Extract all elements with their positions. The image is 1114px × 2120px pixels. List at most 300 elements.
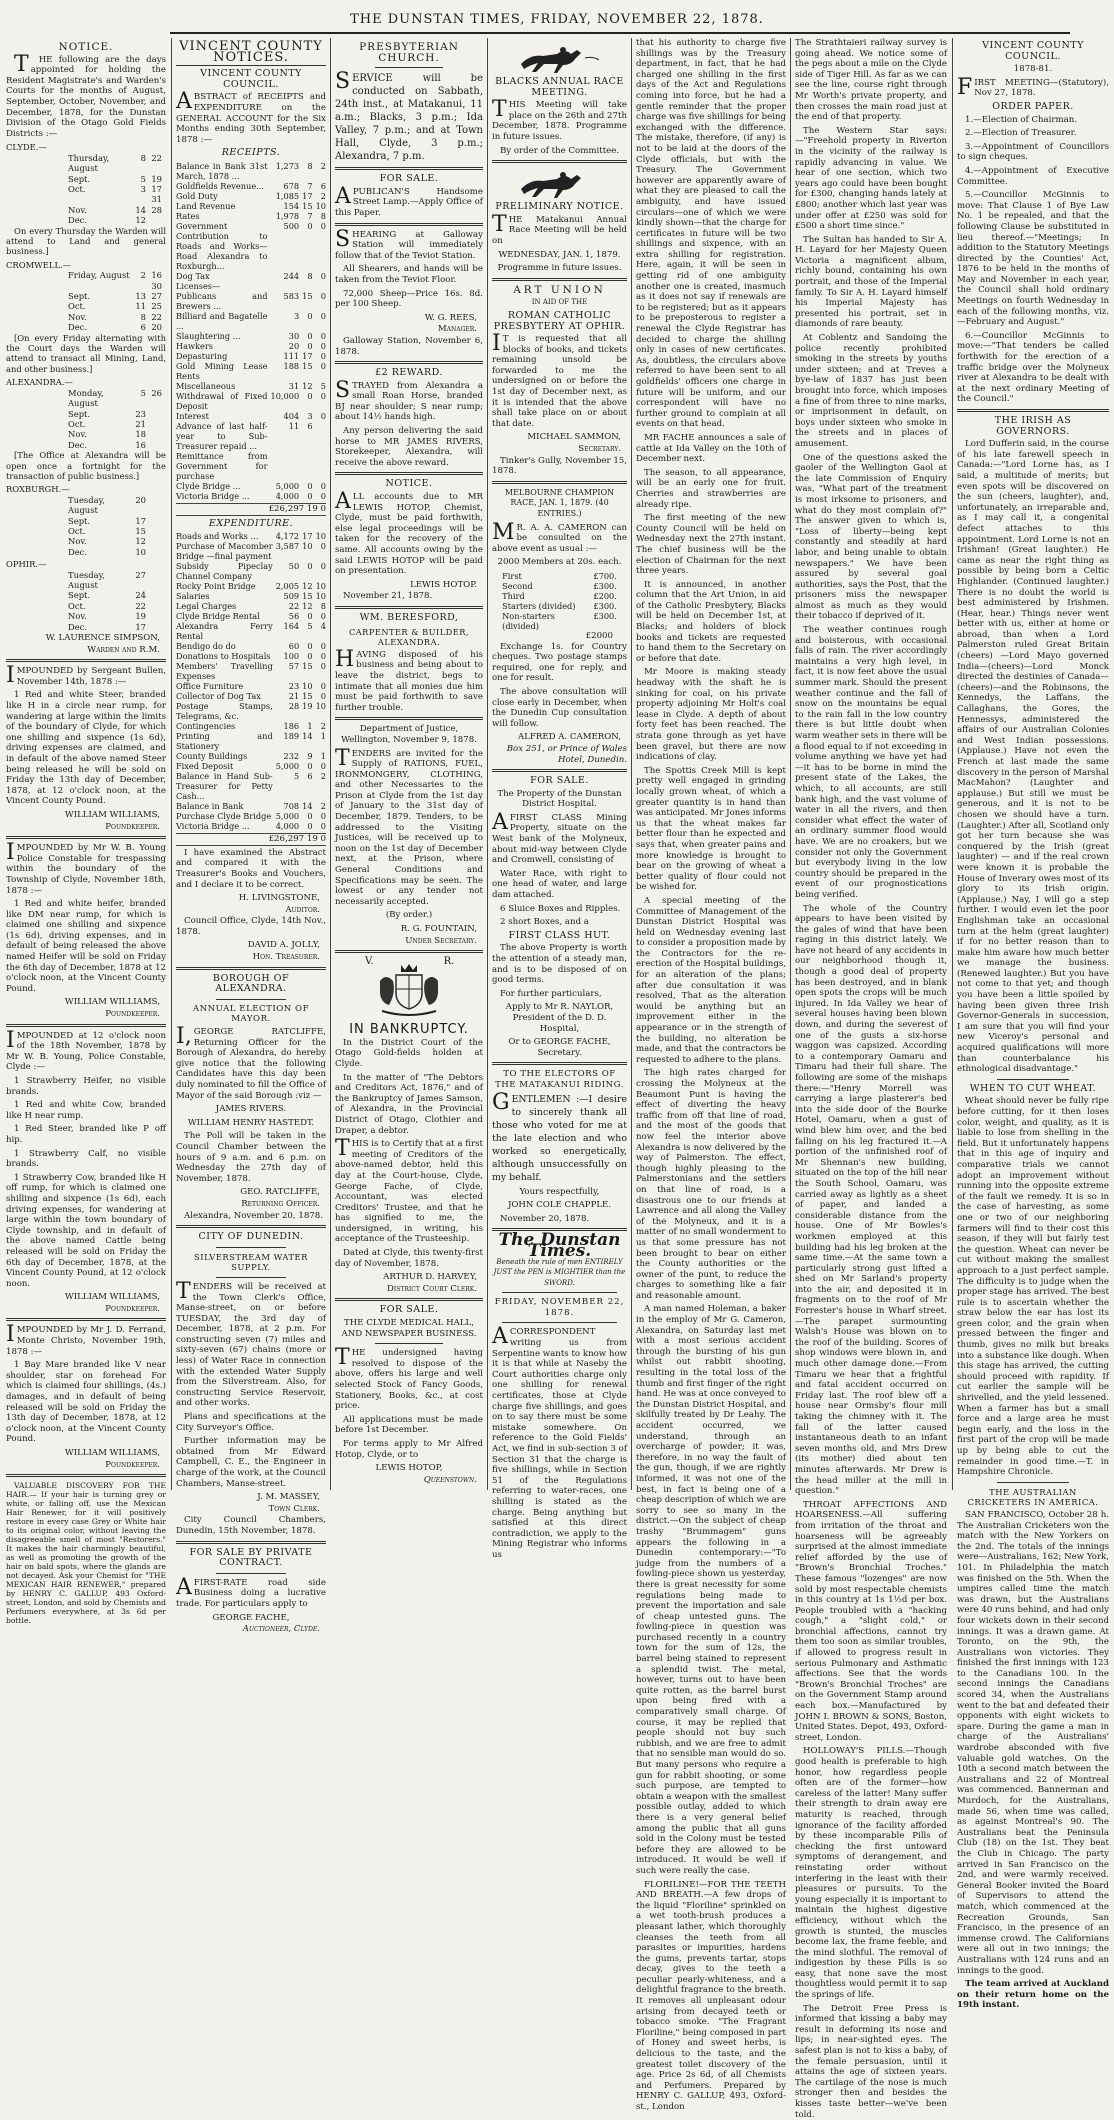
divider (335, 717, 483, 720)
champion-race-heading: MELBOURNE CHAMPION RACE, JAN. 1, 1879. (40 ENTRIES.) (504, 487, 615, 518)
table-row (176, 811, 326, 821)
poundkeeper-title: Poundkeeper. (105, 1009, 160, 1020)
art-union-heading: ART UNION (513, 283, 606, 296)
cricketers-heading: THE AUSTRALIAN CRICKETERS IN AMERICA. (967, 1486, 1099, 1508)
poundkeeper-title: Poundkeeper. (105, 1303, 160, 1314)
table-cell: 17 (302, 190, 313, 201)
schedule-cell: 11 (135, 301, 146, 312)
table-cell: 20 (288, 340, 300, 351)
table-row (176, 351, 326, 361)
news-item: The weather continues rough and boisterous, with occasional falls of rain. The river accordingly maintains a very high level, in fact, it is now feet above the usual summer mark. Should the present weather continue and the fall of snow on the mountains be equal to the rain fall in the low country there is but little doubt when warm weather sets in there will be a flood equal to if not exceeding in volume anything we have yet had—it has to be borne in mind the present state of the Lakes, the which, to all accounts, are still bank high, and the vast volume of water in all the rivers, and then consider what effect the water of an ordinary summer flood would have. We are no croakers, but we consider not only the Government but everybody living in the low country should be prepared in the event of our prognostications being verified. (795, 625, 947, 900)
table-cell: Billiard and Bagatelle ... (176, 310, 268, 331)
table-cell: Remittance from Government for purchase (176, 450, 268, 481)
schedule-row (6, 205, 166, 215)
table-cell: Clyde Bridge Rental (176, 611, 260, 622)
table-row (176, 361, 326, 381)
table-cell: 0 (320, 611, 326, 622)
manager-title: Manager. (437, 324, 477, 335)
medical-hall-body: THE undersigned having resolved to dispose of the above, offers his large and well selected Stock of Fancy Goods, Stationery, Books, &c., at cost price. (335, 1345, 483, 1412)
schedule-row (6, 312, 166, 322)
table-cell: Third (502, 590, 525, 601)
divider (375, 1343, 443, 1344)
divider (997, 1079, 1069, 1080)
schedule-cell: Oct. (68, 600, 86, 611)
table-cell: 12 (302, 380, 313, 391)
tenders-info: Further information may be obtained from Mr Edward Campbell, C. E., the Engineer in charge of the work, at the Council Chambers, Manse-street. (176, 1436, 326, 1489)
schedule-cell (146, 536, 162, 546)
table-row (502, 601, 617, 611)
divider (335, 950, 483, 953)
cut-wheat-heading: WHEN TO CUT WHEAT. (969, 1082, 1097, 1094)
impound-notice-3-items (6, 1076, 166, 1289)
table-cell: Advance of last half-year to Sub-Treasurer repaid ... (176, 420, 268, 451)
table-cell: 5,000 (275, 480, 300, 491)
schedule-cell: 22 (135, 600, 146, 611)
service-notice: SERVICE will be conducted on Sabbath, 24th inst., at Matakanui, 11 a.m.; Blacks, 3 p.m.; Ida Valley, 7 p.m.; and at Town Hall, Clyde, 3 p.m.; Alexandra, 7 p.m. (335, 69, 483, 163)
schedule-row (6, 270, 166, 291)
reward-heading: £2 REWARD. (375, 367, 443, 379)
schedule-cell: 5 (140, 173, 146, 184)
tenders-body: TENDERS will be received at the Town Clerk's Office, Manse-street, on or before TUESDAY, the 3rd day of December, 1878, at 2 p.m. For constructing seven (7) miles and sixty-seven (67) chains (more or less) of Water Race in connection with the extended Water Supply from the Silverstream. Also, for constructing Service Reservoir, and other works. (176, 1278, 326, 1409)
expenditure-total: £26,297 19 0 (176, 833, 326, 846)
divider (492, 160, 627, 163)
cricketers-return: The team arrived at Auckland on their return home on the 19th instant. (957, 1979, 1109, 2011)
table-cell (313, 451, 326, 481)
table-row (176, 651, 326, 661)
divider (492, 278, 627, 281)
schedule-cell: Nov. (68, 204, 87, 215)
table-cell: 30 (288, 330, 300, 341)
table-cell: 10 (315, 701, 326, 712)
hotop-accounts-notice: ALL accounts due to MR LEWIS HOTOP, Chemist, Clyde, must be paid forthwith, else legal proceedings will be taken for the recovery of the same. All accounts owing by the said LEWIS HOTOP will be paid on presentation. (335, 489, 483, 577)
audit-statement: I have examined the Abstract and compared it with the Treasurer's Books and Vouchers, and I declare it to be correct. (176, 847, 326, 890)
divider (216, 1247, 286, 1248)
table-row (176, 701, 326, 721)
table-cell: 28 (288, 701, 300, 712)
table-cell: 0 (307, 220, 313, 231)
racehorse-icon (515, 44, 605, 74)
table-cell: 10 (315, 581, 326, 592)
table-cell: 23 (288, 681, 300, 692)
table-cell: 111 (283, 350, 300, 361)
header-rule (170, 32, 1070, 34)
blacks-race-body: THIS Meeting will take place on the 26th and 27th December, 1878. Programme in future issues. (492, 97, 627, 142)
schedule-cell: 22 (151, 311, 162, 322)
table-cell (268, 281, 300, 291)
for-sale-heading-2: FOR SALE. (379, 1304, 439, 1316)
schedule-cell: 3 (140, 183, 146, 194)
receipts-heading: RECEIPTS. (221, 147, 281, 159)
auctioneer-name: GEORGE FACHE, (212, 1612, 290, 1623)
table-cell: Dog Tax (176, 270, 210, 281)
table-row (176, 601, 326, 611)
table-cell: Depasturing (176, 350, 228, 361)
table-cell: 583 (283, 290, 300, 301)
yours-respectfully: Yours respectfully, (519, 1186, 600, 1197)
candidate-name: JAMES RIVERS. (215, 1104, 287, 1115)
table-cell: Subsidy Pipeclay Channel Company (176, 561, 273, 582)
impound-notice-2: IMPOUNDED by Mr W. B. Young Police Constable for trespassing within the boundary of the Township of Clyde, November 18th, 1878 :— (6, 840, 166, 896)
hospital-property: The Property of the Dunstan District Hospital. (497, 788, 622, 810)
column-7 (957, 38, 1109, 2011)
mining-property-items (492, 869, 627, 928)
list-item: 1.—Election of Chairman. (965, 114, 1078, 125)
auctioneer-title: Auctioneer, Clyde. (242, 1624, 320, 1635)
poundkeeper-name: WILLIAM WILLIAMS, (64, 1292, 160, 1303)
schedule-cell (146, 547, 162, 557)
table-cell: 57 (288, 661, 300, 672)
schedule-cell: 5 (140, 387, 146, 398)
table-row (176, 611, 326, 621)
divider (375, 67, 443, 68)
table-cell: Land Revenue (176, 200, 236, 211)
table-cell: 0 (320, 651, 326, 662)
table-cell: Gold Mining Lease Rents (176, 360, 268, 381)
schedule-row (6, 429, 166, 439)
secretary-name: MICHAEL SAMMON, (527, 432, 621, 443)
impound-notice-2-body: 1 Red and white heifer, branded like DM near rump, for which is claimed one shilling and sixpence (1s 6d), driving expenses, and in default of being released the above named Heifer will be sold on Friday the 6th day of December, 1878 at 12 o'clock noon, at the Vincent County Pound. (6, 899, 166, 994)
table-row (176, 181, 326, 191)
private-sale-heading: FOR SALE BY PRIVATE CONTRACT. (189, 1546, 313, 1569)
for-sale-heading: FOR SALE. (379, 173, 439, 185)
secretary-title: Secretary. (578, 444, 621, 455)
table-cell: Alexandra Ferry Rental (176, 621, 273, 642)
list-item: 6 Sluice Boxes and Ripples. (500, 903, 621, 914)
table-cell: 0 (307, 390, 313, 401)
table-cell: 10,000 (270, 390, 300, 401)
list-item: 1 Strawberry Heifer, no visible brands. (6, 1076, 166, 1097)
table-row (176, 621, 326, 641)
table-cell: 2 (320, 160, 326, 171)
news-item: It is announced, in another column that the Art Union, in aid of the Catholic Presbytery, Blacks will be held on December 1st, at Blacks; and holders of block books and tickets are requested to hand them to the Secretary on or before that date. (636, 579, 786, 664)
schedule-cell: Oct. (68, 525, 86, 536)
table-cell: 0 (320, 310, 326, 321)
strayed-horse-reward: Any person delivering the said horse to MR JAMES RIVERS, Storekeeper, Alexandra, will receive the above reward. (335, 426, 483, 468)
schedule-cell: 25 (151, 301, 162, 312)
news-item: The season, to all appearance, will be an early one for fruit. Cherries and strawberries are already ripe. (636, 467, 786, 510)
divider (176, 1541, 326, 1544)
divider (335, 606, 483, 609)
table-cell: 0 (320, 821, 326, 832)
table-cell: 4 (320, 621, 326, 632)
election-body: I,GEORGE RATCLIFFE, Returning Officer for the Borough of Alexandra, do hereby give notice that the following Candidates have this day been duly nominated to fill the Office of Mayor of the said Borough :viz — (176, 1024, 326, 1101)
table-row (176, 451, 326, 481)
table-cell: 1,085 (275, 190, 300, 201)
expenditure-body (176, 531, 326, 831)
table-cell: 5 (307, 621, 313, 632)
justice-department-date: Department of Justice, Wellington, November 9, 1878. (341, 724, 477, 745)
table-cell: Interest (176, 410, 209, 421)
list-item: 6.—Councillor McGinnis to move:—"That tenders be called forthwith for the erection of a traffic bridge over the Molyneux river at Alexandra to be dealt with at the next ordinary Meeting of the Council." (957, 330, 1109, 405)
table-cell: 2 (320, 190, 326, 201)
table-cell: County Buildings (176, 751, 248, 762)
schedule-row (6, 547, 166, 557)
table-cell: 22 (288, 601, 300, 612)
impound-notice-3: IMPOUNDED at 12 o'clock noon of the 18th November, 1878 by Mr W. B. Young, Police Constable, Clyde :— (6, 1027, 166, 1073)
table-cell: Goldfields Revenue... (176, 180, 264, 191)
bankruptcy-body: In the matter of "The Debtors and Creditors Act, 1876," and of the Bankruptcy of James Samson, of Alexandra, in the Provincial District of Otago, Clothier and Draper, a debtor. (335, 1072, 483, 1136)
table-cell: Miscellaneous (176, 380, 236, 391)
table-row (176, 331, 326, 341)
table-cell: 0 (320, 641, 326, 652)
impound-notice-1-body: 1 Red and white Steer, branded like H in a circle near rump, for wandering at large within the limits of the boundary of Clyde, for which one shilling and sixpence (1s 6d), driving expenses are claimed, and in default of the above named Steer being released he will be sold on Friday the 13th day of December, 1878, at 12 o'clock noon, at the Vincent County Pound. (6, 690, 166, 807)
table-cell: Purchase Clyde Bridge (176, 811, 272, 822)
news-item: A man named Holeman, a baker in the employ of Mr G. Cameron, Alexandra, on Saturday last met with a most serious accident through the bursting of his gun whilst out rabbit shooting, resulting in the total loss of the thumb and first finger of the right hand. He was at once conveyed to the Dunstan District Hospital, and skilfully treated by Dr Leahy. The accident occurred, we understand, through an overcharge of powder; it was, therefore, in no way the fault of the gun, though, if we are rightly informed, it was not one of the best, in fact is being one of a cheap description of which we are sorry to see so many in the district.—On the subject of cheap trashy "Brummagem" guns appears the following in a Dunedin contemporary:—"To judge from the numbers of a fowling-piece shown us yesterday, there is great necessity for some regulations being made to prevent the importation and sale of cheap untested guns. The fowling-piece in question was purchased recently in a country town for the sum of 12s, the barrel being stained to represent a splendid twist. The metal, however, turns out to have been quite rotten, as the barrel burst upon being fired with a comparatively small charge. Of course, it may be replied that people should not buy such rubbish, and we are free to admit that no sensible man would do so. But many persons who require a gun for rabbit shooting, or some such purpose, are tempted to obtain a weapon with the smallest possible outlay, added to which there is a very general belief among the public that all guns sold in the Colony must be tested before they are allowed to be introduced. It would be well if such were really the case. (636, 1304, 786, 1876)
table-cell: 5 (293, 771, 300, 782)
column-divider (631, 38, 632, 1490)
table-cell: Rates (176, 210, 200, 221)
floriline-advert: FLORILINE!—FOR THE TEETH AND BREATH.—A few drops of the liquid "Floriline" sprinkled on a wet tooth-brush produces a pleasant lather, which thoroughly cleanses the teeth from all parasites or impurities, hardens the gums, prevents tartar, stops decay, gives to the teeth a peculiar pearly-whiteness, and a delightful fragrance to the breath. It removes all unpleasant odour arising from decayed teeth or tobacco smoke. "The Fragrant Floriline," being composed in part of Honey and sweet herbs, is delicious to the taste, and the greatest toilet discovery of the age. Price 2s 6d, of all Chemists and Perfumers. Prepared by HENRY C. GALLUP, 493, Oxford-st., London (636, 1879, 786, 2112)
table-cell: 8 (307, 160, 313, 171)
returning-officer-title: Returning Officer. (241, 1198, 320, 1209)
mining-property-body: AFIRST CLASS Mining Property, situate on the West bank of the Molyneux, about mid-way between Clyde and Cromwell, consisting of (492, 809, 627, 866)
table-cell: 21 (288, 691, 300, 702)
prize-table (502, 571, 617, 631)
table-cell: 8 (307, 270, 313, 281)
table-cell: 0 (320, 681, 326, 692)
divider (6, 659, 166, 662)
exchange-note: Exchange 1s. for Country cheques. Two postage stamps required, one for reply, and one for result. (492, 641, 627, 684)
schedule-cell: Sept. (68, 590, 91, 601)
schedule-cell: 24 (135, 590, 146, 601)
table-cell: 0 (307, 811, 313, 822)
table-row (176, 821, 326, 831)
table-cell: 678 (283, 180, 300, 191)
page-header (0, 0, 1114, 34)
queenstown-location: Queenstown. (423, 1474, 477, 1485)
column-2 (176, 38, 326, 1635)
medical-hall-terms: For terms apply to Mr Alfred Hotop, Clyde, or to (335, 1438, 483, 1460)
notice-heading: NOTICE. (385, 478, 433, 490)
table-cell (313, 421, 326, 451)
royal-cipher-v: V. (365, 956, 374, 968)
bankruptcy-heading: IN BANKRUPTCY. (349, 1022, 469, 1038)
table-cell: 15 (302, 591, 313, 602)
schedule-cell: 12 (135, 536, 146, 547)
schedule-row (6, 536, 166, 546)
news-item: The Western Star says:—"Freehold property in Riverton in the vicinity of the railway is rapidly advancing in value. We hear of one section, which two years ago could have been bought for £300, changing hands lately at £800; another which last year was under offer at £250 was sold for £500 a short time since." (795, 125, 947, 232)
table-cell: Licenses— (176, 280, 221, 291)
cricketers-body: SAN FRANCISCO, October 28 h. The Australian Cricketers won the match with the New Yorkers on the 2nd. The totals of the innings were—Australians, 162; New York, 101. In Philadelphia the match was finished on the 5th. When the umpires called time the match was drawn, but the Australians were 40 runs behind, and had only four wickets down in their second innings. It was a drawn game. At Toronto, on the 9th, the Australians won victories. They finished the first innings with 123 to the Canadians 100. In the second innings the Canadians scored 34, when the Australians went to the bat and defeated their opponents with eight wickets to spare. During the game a man in charge of the Australians' wardrobe absconded with five valuable gold watches. On the 10th a second match between the Australians and 22 of Montreal was commenced. Bannerman and Murdoch, for the Australians, made 56, when time was called, as against Montreal's 90. The Australians beat the Peninsula Club (18) on the 1st. They beat the Club in Chicago. The party arrived in San Francisco on the 2nd, and were warmly received. General Booker invited the Board of Supervisors to attend the match, which commenced at the Recreation Grounds, San Francisco, in the presence of an immense crowd. The Californians were all out in two innings; the Australians with 124 runs and an innings to the good. (957, 1509, 1109, 1976)
schedule-cell (146, 419, 162, 429)
table-row (176, 751, 326, 761)
schedule-cell: Sept. (68, 408, 91, 419)
table-cell: 10 (315, 531, 326, 542)
list-item: 5.—Councillor McGinnis to move: That Clause 1 of Bye Law No. 1 be repealed, and that the following Clause be substituted in lieu thereof.—"Meetings; In addition to the Statutory Meetings directed by the Counties' Act, 1876 to be held in the months of May and November in each year, the Council shall hold ordinary Meetings on fourth Wednesday in each of the following months, viz.—February and August." (957, 190, 1109, 328)
schedule-place-alexandra: ALEXANDRA.— (6, 377, 73, 388)
table-cell: 15 (302, 200, 313, 211)
table-row (176, 481, 326, 491)
galloway-date: Galloway Station, November 6, 1878. (335, 335, 483, 357)
schedule-cell: 16 30 (151, 270, 162, 291)
private-sale-body: AFIRST-RATE road side Business doing a lucrative trade. For particulars apply to (176, 1574, 326, 1609)
table-row (176, 731, 326, 751)
schedule-cell: 8 (140, 152, 146, 163)
order-paper-items (957, 115, 1109, 405)
schedule-row (6, 174, 166, 184)
table-row (176, 691, 326, 701)
column-divider (171, 38, 172, 1490)
table-cell: 404 (283, 410, 300, 421)
table-cell: 60 (288, 641, 300, 652)
table-cell: £300. (593, 600, 617, 611)
news-item: The high rates charged for crossing the Molyneux at the Beaumont Punt is having the effect of diverting the heavy traffic from off that line of road, and the most of the goods that now feel the interior above Alexandra is now delivered by the way of Palmerston. The effect, though highly pleasing to the Palmerstonians and the settlers on that line of road, is a disastrous one to our friends at Lawrence and all along the Valley of the Molyneux, and it is a matter of no small wonderment to us that some pressure has not been brought to bear on either the County authorities or the owner of the punt, to reduce the charges to something like a fair and reasonable amount. (636, 1068, 786, 1301)
table-cell: 0 (320, 270, 326, 281)
table-row (176, 211, 326, 221)
table-cell: 0 (320, 761, 326, 772)
table-cell: Salaries (176, 591, 210, 602)
certificate-date: Dated at Clyde, this twenty-first day of November, 1878. (335, 1248, 483, 1269)
table-cell (268, 451, 300, 481)
cromwell-rows (6, 270, 166, 332)
table-cell: 0 (307, 651, 313, 662)
table-cell: 3 (307, 410, 313, 421)
blacks-race-heading: BLACKS ANNUAL RACE MEETING. (495, 76, 624, 98)
alexandra-date: Alexandra, November 20, 1878. (184, 1210, 323, 1221)
table-cell: Balance in Hand Sub-Treasurer for Petty Cash... (176, 771, 273, 802)
table-cell: 0 (307, 821, 313, 832)
schedule-cell: Nov. (68, 536, 87, 547)
table-cell: 5,000 (275, 761, 300, 772)
bankruptcy-court: In the District Court of the Otago Gold-fields holden at Clyde. (335, 1037, 483, 1069)
editorial-text: ACORRESPONDENT writing us from Serpentine wants to know how it is that while at Naseby the Court authorities charge only one shilling for renewal certificates, those at Clyde charge five shillings, and goes on to say there must be some mistake somewhere. On reference to the Gold Fields' Act, we find in sub-section 3 of Section 31 that the charge is five shillings, while in Section 51 of the Regulations referring to water-races, one shilling is stated as the charge. Being anything but satisfied at this direct contradiction, we apply to the Mining Registrar who informs us (492, 1324, 627, 1560)
schedule-place-cromwell: CROMWELL.— (6, 259, 72, 270)
apply-fache: Or to GEORGE FACHE, Secretary. (508, 1037, 611, 1058)
cut-wheat-body: Wheat should never be fully ripe before cutting, for it then loses color, weight, and quality, as it is liable to lose from shelling in the field. But it unfortunately happens that in this age of inquiry and comparative trials we cannot adopt an improvement without running into the opposite extreme of the fault we remedy. It is so in the case of harvesting, as some one or two of our neighboring farmers will find to their cost this season, if they will but fairly test the question. Wheat can never be cut without making the smallest approach to a just perfect sample. The difficulty is to judge when the proper stage has arrived. The best rule is to ascertain whether the straw below the ear has lost its green color, and the grain when pressed between the finger and thumb, gives no milk but breaks into a substance like dough. When this stage has arrived, the cutting should proceed with rapidity. If cut earlier the sample will be shrivelled, and the yield lessened. When a farmer has but a small force and a large area he must begin early, and the loss in the first part of the crop will be made up by being able to cut the remainder in good time.—T. in Hampshire Chronicle. (957, 1096, 1109, 1478)
shearing-notice: SHEARING at Galloway Station will immediately follow that of the Teviot Station. (335, 226, 483, 261)
table-cell: 5,000 (275, 811, 300, 822)
table-cell: 1,273 (275, 160, 300, 171)
schedule-cell: 13 (135, 291, 146, 302)
table-row (176, 661, 326, 681)
impound-notice-1: IMPOUNDED by Sergeant Bullen, November 14th, 1878 :— (6, 663, 166, 689)
schedule-cell: 19 (135, 611, 146, 622)
schedule-cell: Thursday, August (68, 152, 110, 174)
table-cell: Rocky Point Bridge (176, 581, 256, 592)
schedule-row (6, 322, 166, 332)
schedule-cell: Oct. (68, 301, 86, 312)
town-clerk-name: J. M. MASSEY, (257, 1492, 320, 1503)
table-row (176, 721, 326, 731)
table-row (176, 641, 326, 651)
impound-notice-4-body: 1 Bay Mare branded like V near shoulder, star on forehead For which is claimed four shillings, (4s.) damages, and in default of being released will be sold on Friday the 13th day of December, 1878, at 12 o'clock noon, at the Vincent County Pound. (6, 1360, 166, 1445)
column-5 (636, 38, 786, 2112)
royal-arms-row (335, 957, 483, 1021)
schedule-cell: Dec. (68, 215, 88, 226)
divider (216, 1573, 286, 1574)
divider (502, 1292, 617, 1293)
auditor-title: Auditor. (285, 904, 320, 915)
column-divider (952, 38, 953, 1490)
schedule-row (6, 495, 166, 516)
particulars-line: For further particulars, (500, 988, 602, 999)
column-1 (6, 38, 166, 1626)
schedule-cell: 27 (135, 569, 146, 580)
table-cell: Clyde Bridge ... (176, 480, 241, 491)
table-cell: 15 (302, 691, 313, 702)
table-cell: 188 (283, 360, 300, 371)
table-cell: Purchase of Macomber Bridge —final payment (176, 541, 273, 562)
table-cell: Second (502, 580, 533, 591)
list-item: 1 Red and white Cow, branded like H near rump. (6, 1100, 166, 1121)
schedule-cell: Friday, August (68, 270, 130, 281)
shearers-notice: All Shearers, and hands will be taken from the Teviot Floor. (335, 264, 483, 285)
royal-coat-of-arms-icon (374, 961, 444, 1017)
hotop-signature: LEWIS HOTOP. (410, 579, 477, 590)
schedule-cell (146, 409, 162, 419)
table-cell: 0 (320, 811, 326, 822)
hotop-date: November 21, 1878. (343, 591, 433, 602)
table-cell: 17 (302, 350, 313, 361)
schedule-cell: 14 (135, 204, 146, 215)
table-cell: £700. (593, 570, 617, 581)
schedule-cell (146, 516, 162, 526)
table-cell: 232 (283, 751, 300, 762)
table-cell: Postage Stamps, Telegrams, &c. (176, 701, 273, 722)
schedule-row (6, 601, 166, 611)
poundkeeper-name: WILLIAM WILLIAMS, (64, 1448, 160, 1458)
table-cell: 0 (320, 691, 326, 702)
table-cell: Members' Travelling Expenses (176, 661, 273, 682)
auditor-name: H. LIVINGSTONE, (238, 893, 320, 904)
table-cell: 0 (320, 220, 326, 231)
holloway-pills-advert: HOLLOWAY'S PILLS.—Though good health is preferable to high honor, how regardless people often are of the former—how careless of the latter! Many suffer their strength to drain away ere maturity is reached, through ignorance of the facility afforded by these incomparable Pills of checking the first untoward symptoms of derangement, and reinstating order without interfering in the least with their pleasures or pursuits. To the young especially it is important to maintain the highest digestive efficiency, without which the growth is stunted, the muscles become lax, the frame feeble, and the mind slothful. The removal of indigestion by these Pills is so easy, that none save the most thoughtless would permit it to sap the springs of life. (795, 1746, 947, 2001)
table-cell: 17 (302, 531, 313, 542)
table-cell: 2 (320, 721, 326, 732)
page-header-title: THE DUNSTAN TIMES, FRIDAY, NOVEMBER 22, 1878. (350, 12, 764, 27)
table-row (176, 391, 326, 411)
schedule-row (6, 388, 166, 409)
list-item: Water Race, with right to one head of water, and large dam attached. (492, 868, 627, 901)
news-item: The first meeting of the new County Council will be held on Wednesday next the 27th instant. The chief business will be the election of Chairman for the next three years. (636, 513, 786, 577)
cromwell-note: [On every Friday alternating with the Court days the Warden will attend to transact all Mining, Land, and other business.] (6, 332, 166, 374)
prize-total: £2000 (585, 630, 613, 641)
schedule-place-clyde: CLYDE.— (6, 142, 47, 153)
table-cell: Publicans and Brewers ... (176, 290, 268, 311)
schedule-row (6, 301, 166, 311)
matakanui-race-body: THE Matakanui Annual Race Meeting will be held on (492, 211, 627, 246)
schedule-cell: Oct. (68, 183, 86, 194)
table-cell: 0 (307, 480, 313, 491)
schedule-row (6, 570, 166, 591)
divider (957, 409, 1109, 412)
schedule-cell (146, 570, 162, 591)
divider (6, 1318, 166, 1321)
list-item: 1 Strawberry Calf, no visible brands. (6, 1148, 166, 1170)
table-row (176, 411, 326, 421)
table-cell: 15 (302, 360, 313, 371)
divider (335, 223, 483, 226)
cameron-consultation: MR. A. A. CAMERON can be consulted on the above event as usual :— (492, 519, 627, 554)
table-cell: 244 (283, 270, 300, 281)
table-row (502, 611, 617, 631)
trustee-certificate: THIS is to Certify that at a first meeting of Creditors of the above-named debtor, held this day at the Court-house, Clyde, George Fache, of Clyde, Accountant, was elected Creditors' Trustee, and that he has signified to me, the undersigned, in writing, his acceptance of the Trusteeship. (335, 1136, 483, 1245)
news-item: MR FACHE announces a sale of cattle at Ida Valley on the 10th of December next. (636, 432, 786, 465)
table-cell: 1 (307, 721, 313, 732)
table-row (502, 581, 617, 591)
table-cell: 7 (307, 180, 313, 191)
table-cell: 1,978 (275, 210, 300, 221)
table-row (176, 341, 326, 351)
table-row (176, 541, 326, 561)
table-cell: 12 (302, 581, 313, 592)
schedule-cell (146, 429, 162, 439)
treasurer-name: DAVID A. JOLLY, (247, 940, 320, 951)
county-council-heading: VINCENT COUNTY COUNCIL. (982, 40, 1084, 62)
table-cell: Gold Duty (176, 190, 218, 201)
table-row (176, 681, 326, 691)
poll-notice: The Poll will be taken in the Council Chamber between the hours of 9 a.m. and 6 p.m. on Wednesday the 27th day of November, 1878. (176, 1131, 326, 1184)
